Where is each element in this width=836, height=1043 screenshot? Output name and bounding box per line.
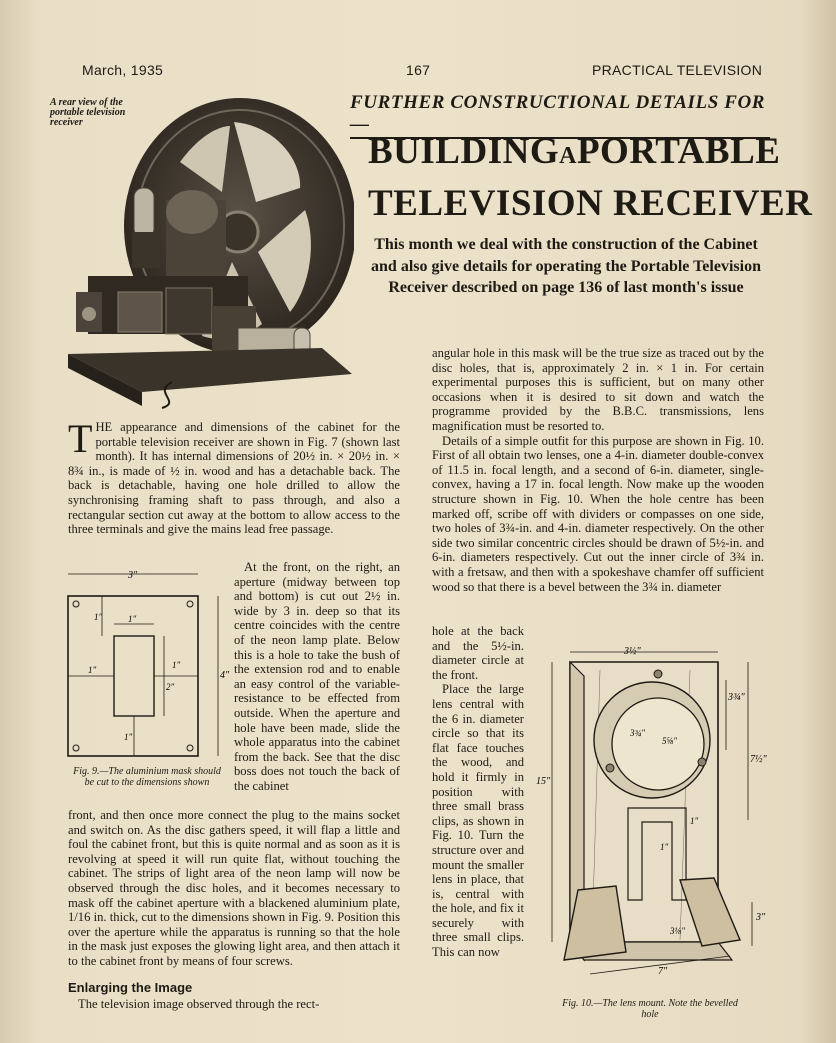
paragraph: Place the large lens central with the 6 in. diameter circle so that its flat face touches the wood, and hold it firmly in position with three small brass clips, as shown in Fig. 10. Turn the structure over and mount the smaller lens in place, that is, central with the hole, and fix it securely with three small clips. This can now	[432, 682, 524, 960]
photo-caption: A rear view of the portable television receiver	[50, 97, 126, 128]
header-page-number: 167	[406, 62, 431, 78]
fig9-dim-height: 4"	[220, 670, 230, 681]
fig9-caption: Fig. 9.—The aluminium mask should be cut to the dimensions shown	[73, 766, 221, 788]
fig10-dim-inner-b: 5⅝"	[662, 736, 678, 746]
title-word-building: BUILDING	[368, 131, 560, 172]
motor-housing	[166, 190, 218, 234]
fig10-dim-right: 7½"	[750, 754, 767, 765]
paragraph: front, and then once more connect the plug to the mains socket and switch on. As the disc gathers speed, it will flap a little and foul the cabinet front, but this is quite normal and as soon as it is revolving at speed it will run quite flat, without touching the cabinet. The strips of light area of the neon lamp will now be observed through the disc holes, and it becomes necessary to mask off the cabinet aperture with a blackened aluminium plate, 1/16 in. thick, cut to the dimensions shown in Fig. 9. Position this over the aperture while the apparatus is running so that the hole in the mask just exposes the glowing light area, and then attach it to the cabinet front by means of four screws.	[68, 808, 400, 968]
fig9-dim-right: 1"	[172, 660, 181, 670]
right-column-narrow-text	[432, 624, 524, 960]
title-word-a: A	[559, 143, 577, 169]
article-title-line2: TELEVISION RECEIVER	[368, 183, 813, 224]
fig9-dim-top: 1"	[94, 612, 103, 622]
brass-clip	[654, 670, 662, 678]
brass-clip	[606, 764, 614, 772]
fig10-dim-top: 3½"	[624, 646, 641, 657]
header-magazine-title: PRACTICAL TELEVISION	[592, 62, 763, 78]
right-column-text	[432, 346, 764, 594]
subhead-enlarging: Enlarging the Image	[68, 979, 193, 995]
valve	[134, 188, 154, 238]
fig9-dim-bottom: 1"	[124, 732, 133, 742]
bevelled-hole-inner	[612, 698, 704, 790]
fig10-dim-inner-a: 3¾"	[630, 728, 646, 738]
fig10-dim-foot: 3"	[756, 912, 766, 923]
fig10-dim-bottom: 7"	[658, 966, 668, 977]
fig9-dim-width: 3"	[128, 570, 138, 581]
fig9-mask-diagram	[66, 566, 236, 766]
screw-hole	[73, 601, 79, 607]
article-deck: This month we deal with the construction of the Cabinet and also give details for operating the Portable Television Receiver described on page 136 of last month's issue	[371, 236, 761, 296]
fig10-dim-slot-b: 1"	[660, 842, 669, 852]
paragraph: Details of a simple outfit for this purpose are shown in Fig. 10. First of all obtain two lenses, one a 4-in. diameter double-convex of 11.5 in. focal length, and a second of 6-in. diameter, single-convex, having a 17 in. focal length. Now make up the wooden structure shown in Fig. 10. When the hole centre has been marked off, scribe off with dividers or compasses on one side, two holes of 3¾-in. and 4-in. diameter respectively. On the other side two similar concentric circles should be drawn of 5½-in. and 6-in. diameters respectively. Cut out the inner circle of 3¾ in. with a fretsaw, and then with a spokeshave chamfer off sufficient wood so that there is a bevel between the 3¾ in. diameter	[432, 433, 764, 594]
fig9-dim-hole-width: 1"	[128, 614, 137, 624]
fig10-dim-upper-right: 3¾"	[728, 692, 745, 703]
article-title-line1	[368, 130, 780, 173]
screw-hole	[187, 745, 193, 751]
brass-clip	[698, 758, 706, 766]
fig9-dim-left: 1"	[88, 665, 97, 675]
screw-hole	[73, 745, 79, 751]
left-column-aperture-text	[234, 560, 400, 794]
fig10-lens-mount-diagram	[530, 640, 775, 982]
receiver-photo	[62, 92, 354, 410]
fig10-dim-foot-depth: 3⅛"	[670, 926, 686, 936]
paragraph: The television image observed through the rect-	[78, 997, 320, 1012]
fig10-dim-slot: 1"	[690, 816, 699, 826]
title-word-portable: PORTABLE	[576, 131, 781, 172]
paragraph: hole at the back and the 5½-in. diameter circle at the front.	[432, 624, 524, 682]
mask-aperture	[114, 636, 154, 716]
paragraph: At the front, on the right, an aperture (midway between top and bottom) is cut out 2½ in. wide by 3 in. deep so that its centre coincides with the centre of the neon lamp plate. Below this is a hole to take the bush of the extension rod and to enable an easy control of the variable-resistance to be effected from outside. When the aperture and hole have been made, slide the whole apparatus into the cabinet from the back. See that the disc boss does not touch the back of the cabinet	[234, 560, 400, 793]
fig9-dim-hole-height: 2"	[166, 682, 175, 692]
drop-cap: T	[68, 416, 93, 461]
article-kicker: FURTHER CONSTRUCTIONAL DETAILS FOR—	[350, 92, 770, 139]
left-column-intro	[68, 416, 400, 537]
paragraph: angular hole in this mask will be the true size as traced out by the disc holes, that is, approximately 2 in. × 1 in. For certain experimental purposes this is sufficient, but on many other occasions when it is desired to sit down and watch the programme provided by the B.B.C. transmissions, lens magnification must be resorted to.	[432, 346, 764, 433]
fig10-dim-left: 15"	[536, 776, 551, 787]
header-date: March, 1935	[82, 62, 164, 78]
screw-hole	[187, 601, 193, 607]
paragraph: HE appearance and dimensions of the cabinet for the portable television receiver are shown in Fig. 7 (shown last month). It has internal dimensions of 20½ in. × 20½ in. × 8¾ in., is made of ½ in. wood and has a detachable back. The back is detachable, having one hole drilled to allow the synchronising framing shaft to pass through, and also a rectangular section cut away at the bottom to allow access to the three terminals and give the mains lead free passage.	[68, 420, 400, 537]
fig10-caption: Fig. 10.—The lens mount. Note the bevelled hole	[562, 998, 738, 1020]
left-column-continuation	[68, 808, 400, 1012]
